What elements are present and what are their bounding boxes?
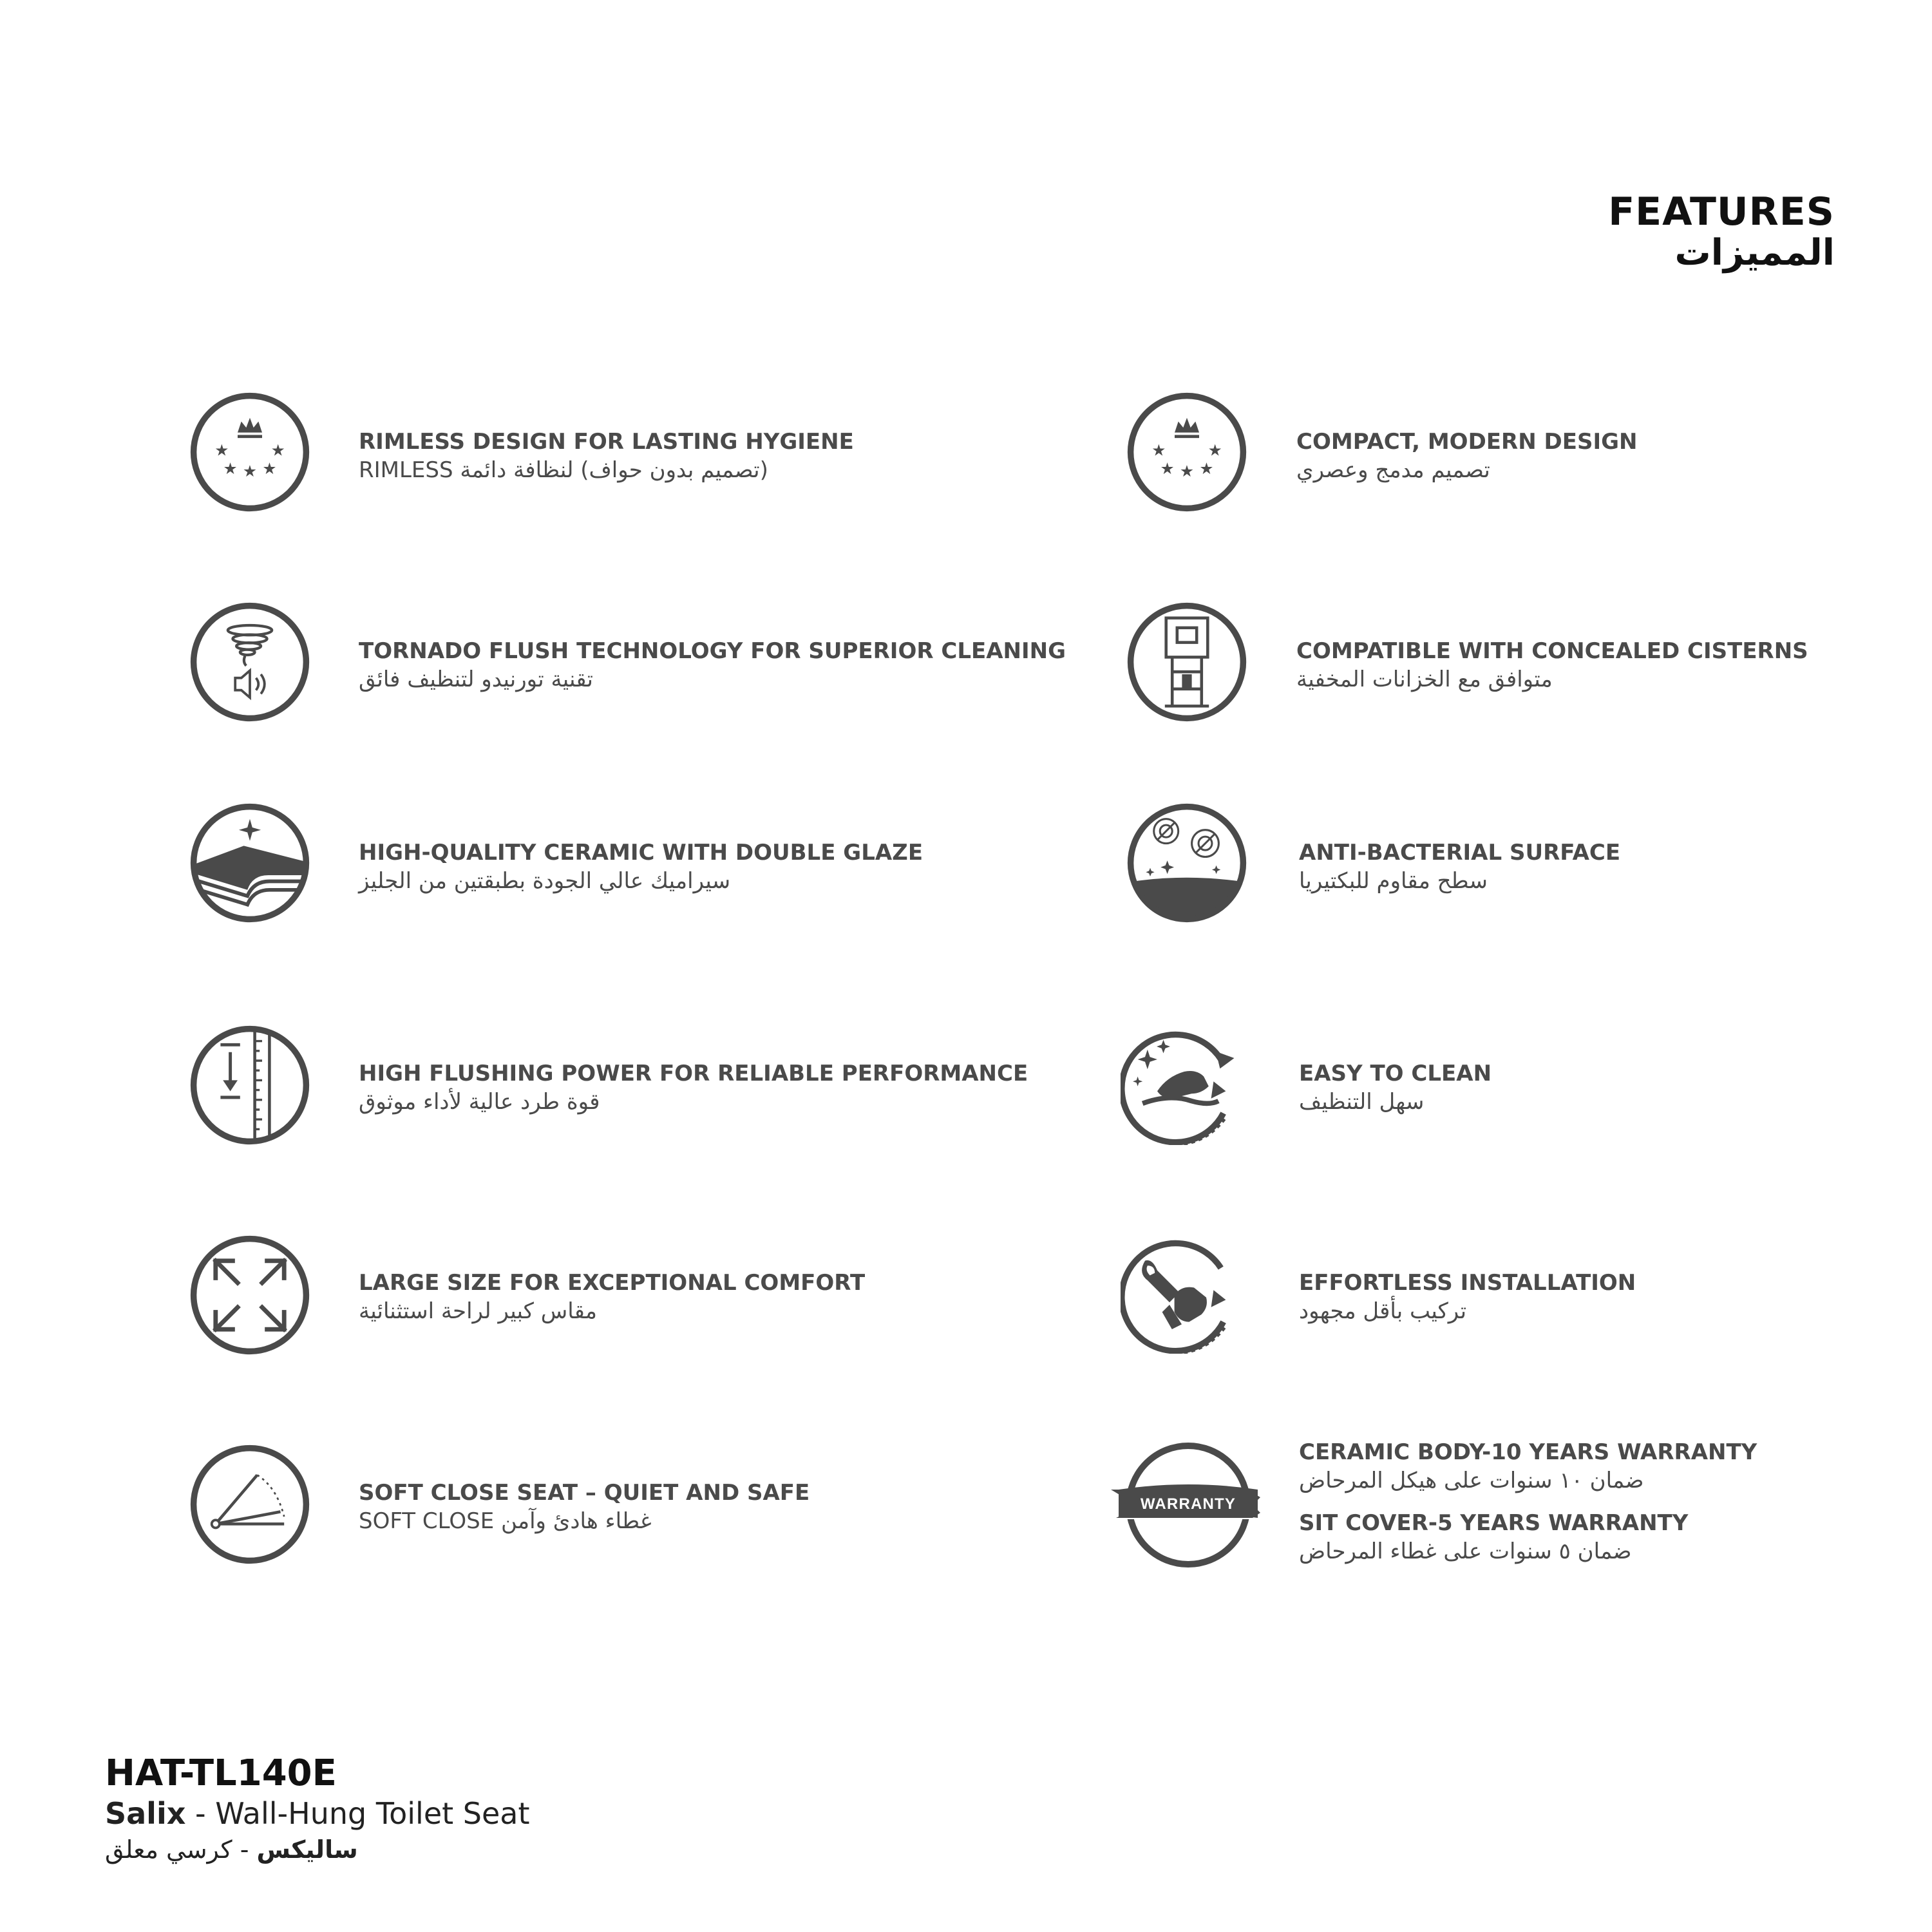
feature-ceramic-glaze (359, 838, 923, 895)
feature-label-ar: سهل التنظيف (1299, 1089, 1425, 1115)
svg-text:★: ★ (262, 459, 277, 478)
product-brand-ar: ساليكس (256, 1835, 358, 1864)
feature-label-ar: مقاس كبير لراحة استثنائية (359, 1298, 597, 1324)
feature-large-size (359, 1269, 865, 1325)
feature-label-ar: تركيب بأقل مجهود (1299, 1298, 1467, 1324)
feature-label-en: ANTI-BACTERIAL SURFACE (1299, 840, 1621, 866)
feature-label-en: COMPATIBLE WITH CONCEALED CISTERNS (1296, 638, 1808, 664)
anti-bacteria-icon (1126, 802, 1248, 924)
svg-text:★: ★ (270, 440, 285, 460)
warranty-badge-icon (1111, 1441, 1265, 1569)
warranty-seat-ar: ضمان ٥ سنوات على غطاء المرحاض (1299, 1539, 1632, 1564)
feature-label-ar: تصميم مدمج وعصري (1296, 457, 1490, 483)
wrench-hand-icon (1121, 1231, 1243, 1354)
product-brand: Salix (105, 1796, 186, 1831)
expand-arrows-icon (189, 1234, 311, 1356)
product-separator-ar: - (232, 1835, 257, 1864)
crown-stars-icon (189, 391, 311, 513)
svg-text:★: ★ (1151, 440, 1166, 460)
feature-label-en: LARGE SIZE FOR EXCEPTIONAL COMFORT (359, 1270, 866, 1296)
crown-stars-icon (1126, 391, 1248, 513)
concealed-cistern-icon (1126, 601, 1248, 723)
svg-text:WARRANTY: WARRANTY (1140, 1495, 1236, 1513)
ceramic-layers-icon (189, 802, 311, 924)
feature-label-ar: (تصميم بدون حواف) لنظافة دائمة RIMLESS (359, 457, 768, 483)
warranty-ceramic-en: CERAMIC BODY-10 YEARS WARRANTY (1299, 1439, 1757, 1465)
svg-text:★: ★ (1199, 459, 1214, 478)
feature-easy-clean (1299, 1059, 1492, 1116)
product-description-ar: كرسي معلق (105, 1835, 232, 1864)
tornado-speaker-icon (189, 601, 311, 723)
svg-text:★: ★ (1160, 459, 1175, 478)
feature-label-ar: SOFT CLOSE غطاء هادئ وآمن (359, 1508, 652, 1534)
svg-text:★: ★ (1208, 440, 1222, 460)
svg-text:★: ★ (242, 462, 258, 480)
feature-label-en: COMPACT, MODERN DESIGN (1296, 429, 1638, 455)
feature-label-ar: تقنية تورنيدو لتنظيف فائق (359, 667, 593, 692)
hand-wipe-icon (1121, 1023, 1243, 1145)
feature-rimless (359, 428, 854, 484)
product-name-ar (105, 1833, 530, 1866)
svg-text:★: ★ (1179, 462, 1195, 480)
feature-label-ar: قوة طرد عالية لأداء موثوق (359, 1089, 600, 1115)
features-title-ar: المميزات (1674, 232, 1835, 274)
feature-tornado-flush (359, 637, 1066, 694)
feature-label-ar: متوافق مع الخزانات المخفية (1296, 667, 1553, 692)
feature-warranty (1299, 1438, 1757, 1566)
feature-compact (1296, 428, 1637, 484)
svg-text:★: ★ (223, 459, 238, 478)
features-title-en: FEATURES (1608, 189, 1835, 234)
warranty-ceramic-ar: ضمان ١٠ سنوات على هيكل المرحاض (1299, 1468, 1644, 1493)
product-name (105, 1794, 530, 1833)
feature-label-ar: سيراميك عالي الجودة بطبقتين من الجليز (359, 868, 731, 894)
feature-effortless-installation (1299, 1269, 1636, 1325)
flushing-power-icon (189, 1024, 311, 1146)
feature-soft-close (359, 1479, 810, 1535)
feature-label-en: HIGH-QUALITY CERAMIC WITH DOUBLE GLAZE (359, 840, 923, 866)
soft-close-icon (189, 1443, 311, 1566)
product-separator: - (185, 1796, 216, 1831)
feature-label-en: RIMLESS DESIGN FOR LASTING HYGIENE (359, 429, 854, 455)
feature-label-en: EASY TO CLEAN (1299, 1061, 1492, 1086)
product-info (105, 1753, 530, 1866)
svg-text:★: ★ (214, 440, 229, 460)
feature-anti-bacterial (1299, 838, 1620, 895)
feature-flushing-power (359, 1059, 1028, 1116)
warranty-seat-en: SIT COVER-5 YEARS WARRANTY (1299, 1510, 1689, 1536)
features-heading (1608, 191, 1835, 274)
feature-concealed-cisterns (1296, 637, 1808, 694)
product-description: Wall-Hung Toilet Seat (215, 1796, 530, 1831)
feature-label-en: HIGH FLUSHING POWER FOR RELIABLE PERFORMANCE (359, 1061, 1028, 1086)
feature-label-ar: سطح مقاوم للبكتيريا (1299, 868, 1488, 894)
feature-label-en: EFFORTLESS INSTALLATION (1299, 1270, 1636, 1296)
feature-label-en: TORNADO FLUSH TECHNOLOGY FOR SUPERIOR CLEANING (359, 638, 1066, 664)
feature-label-en: SOFT CLOSE SEAT – QUIET AND SAFE (359, 1480, 810, 1506)
product-model: HAT-TL140E (105, 1752, 337, 1794)
